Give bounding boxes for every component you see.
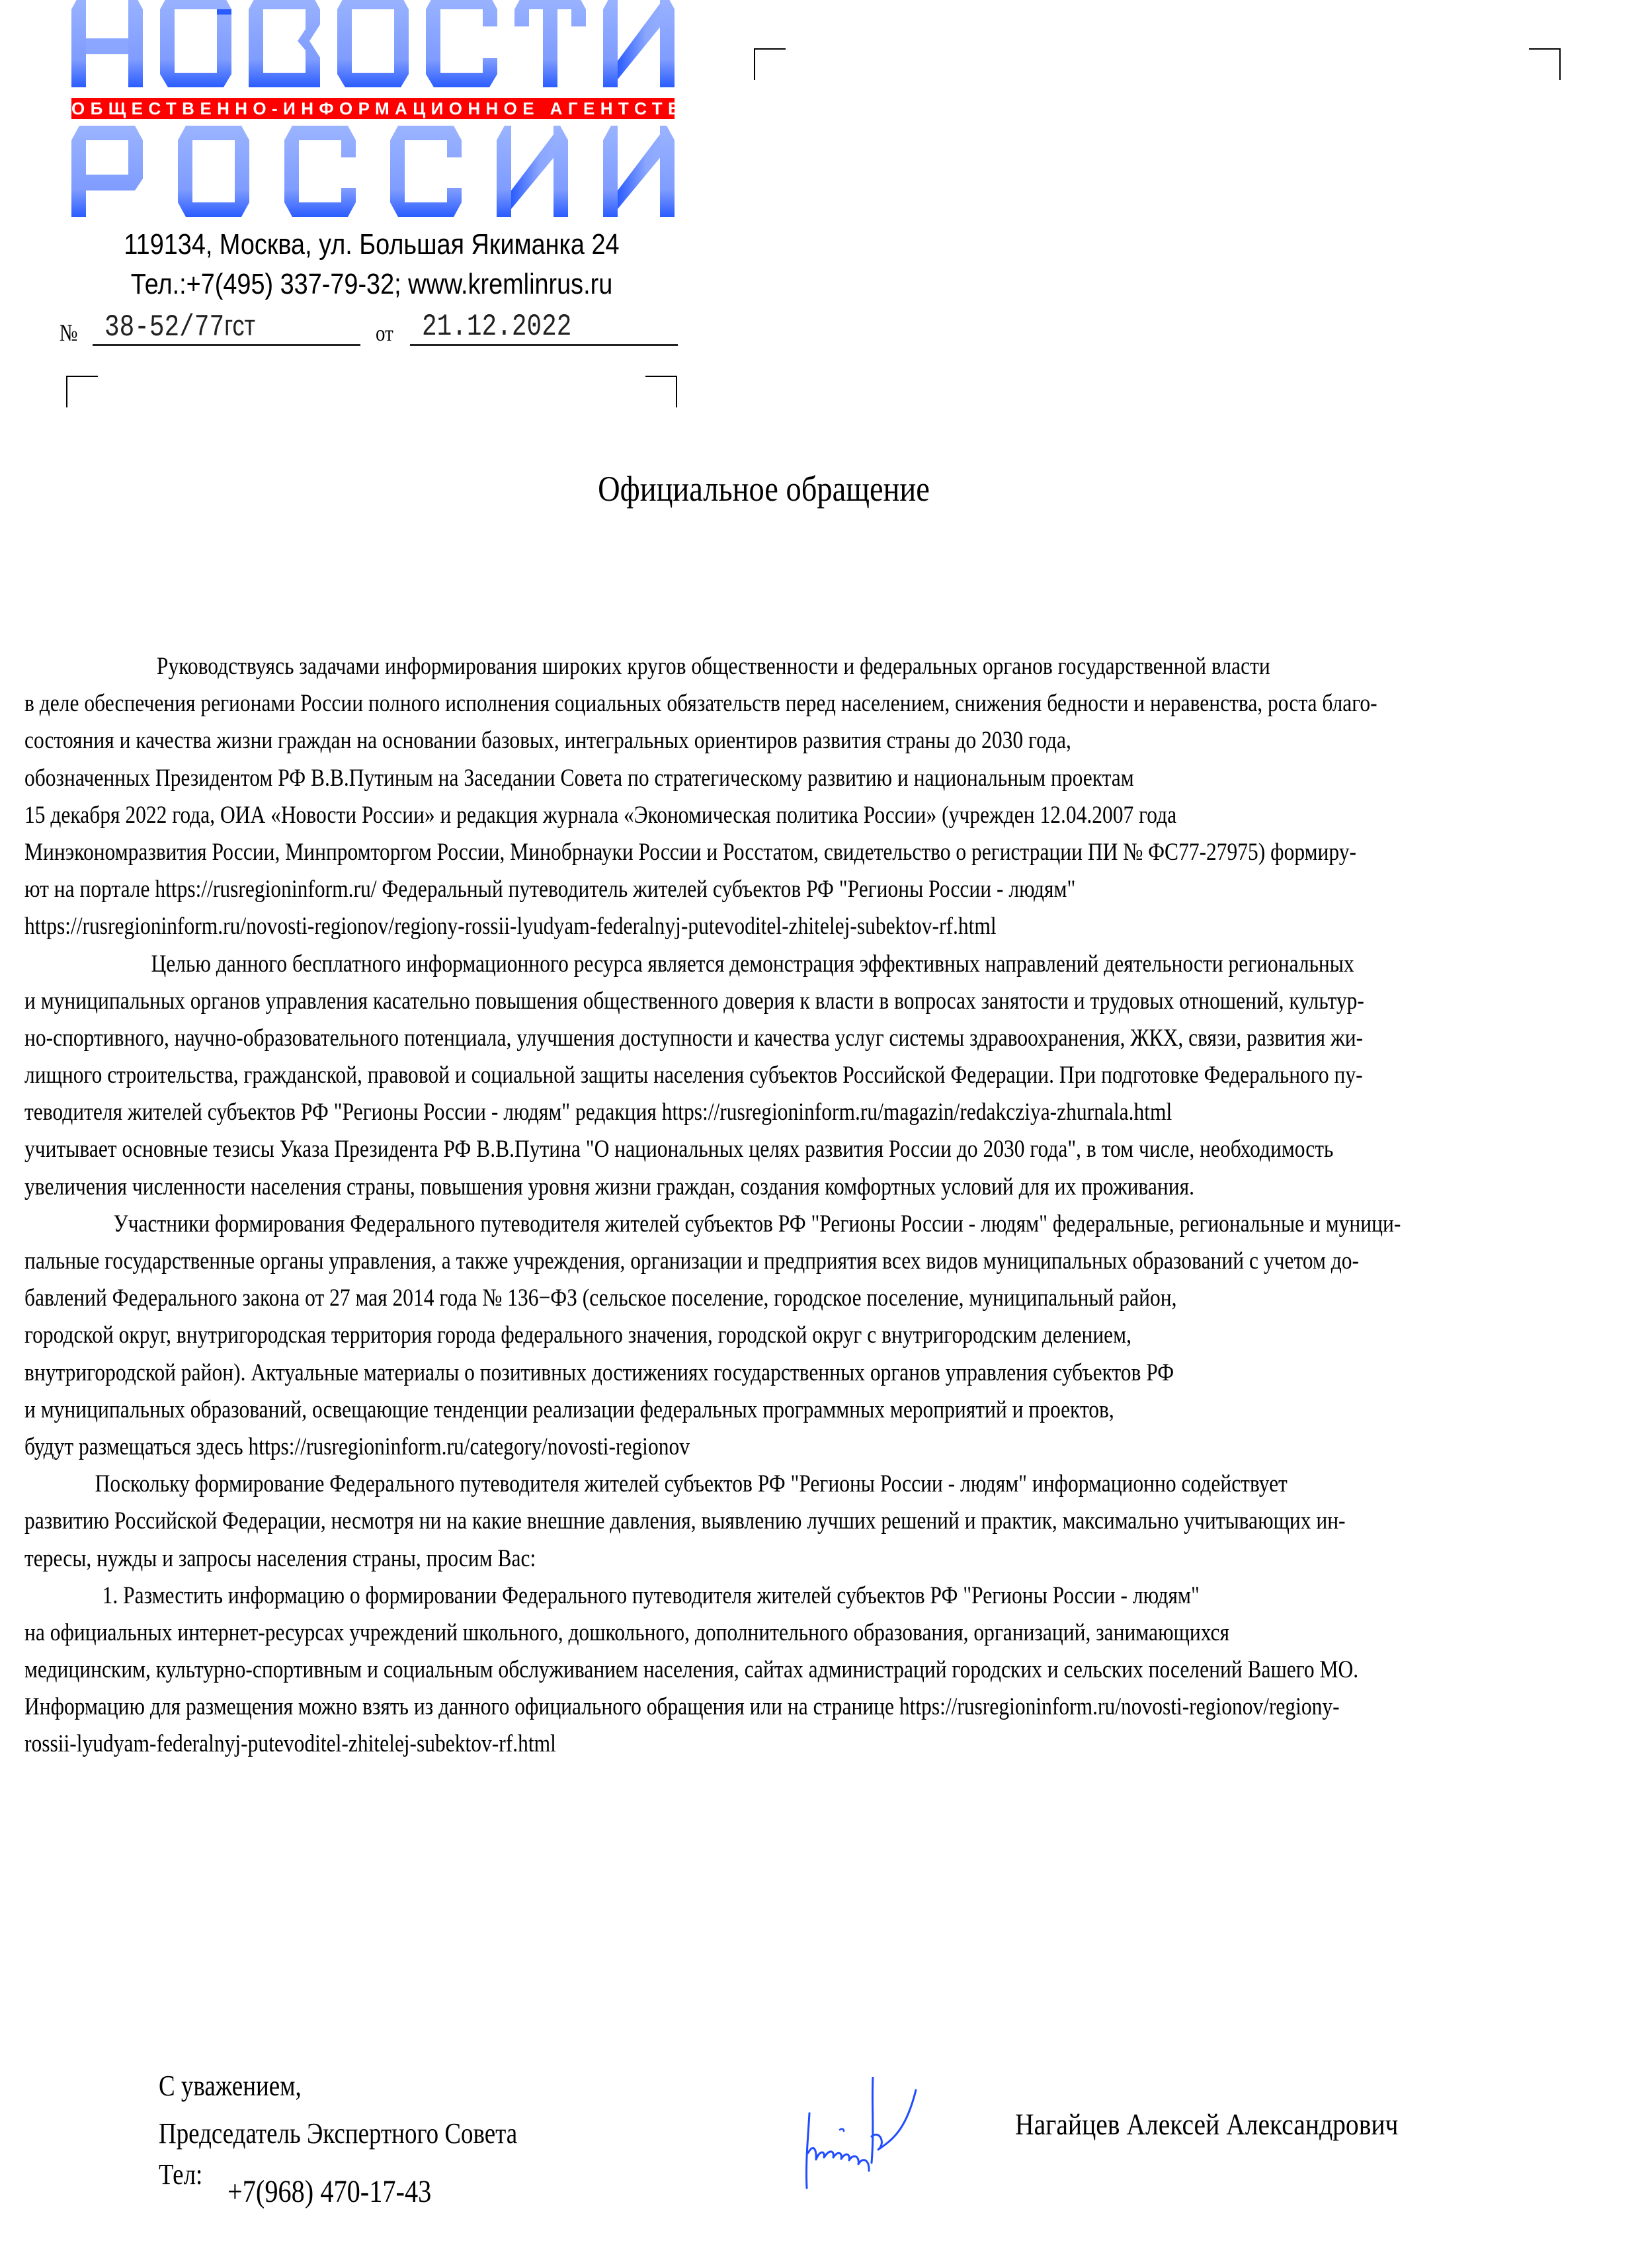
body-line: состояния и качества жизни граждан на основании базовых, интегральных ориентиров развития страны до 2030 года, xyxy=(24,727,1071,755)
body-line: 1. Разместить информацию о формировании Федерального путеводителя жителей субъектов РФ "Регионы России - людям" xyxy=(102,1581,1200,1609)
body-line: Поскольку формирование Федерального путеводителя жителей субъектов РФ "Регионы России - людям" информационно содействует xyxy=(95,1470,1288,1498)
closing-phrase: С уважением, xyxy=(159,2070,302,2102)
signer-position: Председатель Экспертного Совета xyxy=(159,2117,518,2150)
body-line: учитывает основные тезисы Указа Президента РФ В.В.Путина "О национальных целях развития России до 2030 года", в том числе, необходимость xyxy=(24,1136,1334,1163)
reg-number-digits: 38-52/77 xyxy=(104,310,225,345)
logo-letter-s xyxy=(284,126,356,217)
body-line: развитию Российской Федерации, несмотря ни на какие внешние давления, выявлению лучших решений и практик, максимально учитывающих ин- xyxy=(24,1507,1346,1535)
body-line: тересы, нужды и запросы населения страны, просим Вас: xyxy=(24,1544,536,1572)
body-line: Руководствуясь задачами информирования широких кругов общественности и федеральных органов государственной власти xyxy=(156,653,1270,680)
reg-number-label: № xyxy=(60,319,78,346)
phone-value: +7(968) 470-17-43 xyxy=(227,2174,432,2209)
reg-number-field xyxy=(93,306,360,346)
logo-letter-o xyxy=(178,126,249,217)
body-line: медицинским, культурно-спортивным и социальным обслуживанием населения, сайтах администраций городских и сельских поселений Вашего МО. xyxy=(24,1656,1359,1684)
body-line: Информацию для размещения можно взять из данного официального обращения или на странице https://rusregioninform.ru/novosti-regionov/regiony- xyxy=(24,1693,1340,1721)
body-line: Минэкономразвития России, Минпромторгом России, Минобрнауки России и Росстатом, свидетельство о регистрации ПИ № ФС77-27975) формиру- xyxy=(24,838,1356,866)
phone-label: Тел: xyxy=(159,2158,203,2191)
registration-line xyxy=(60,306,681,352)
agency-logo xyxy=(71,0,705,222)
logo-letter-r xyxy=(71,126,143,217)
body-line: 15 декабря 2022 года, ОИА «Новости России» и редакция журнала «Экономическая политика России» (учрежден 12.04.2007 года xyxy=(24,801,1177,829)
logo-letter-v xyxy=(249,0,320,87)
body-line: Участники формирования Федерального путеводителя жителей субъектов РФ "Регионы России - людям" федеральные, региональные и муници- xyxy=(113,1210,1401,1238)
signer-name: Нагайцев Алексей Александрович xyxy=(1015,2107,1399,2141)
logo-letter-i xyxy=(603,0,675,87)
logo-letter-o xyxy=(160,0,231,87)
logo-letter-s xyxy=(390,126,462,217)
body-line: будут размещаться здесь https://rusregioninform.ru/category/novosti-regionov xyxy=(24,1433,690,1460)
logo-letter-t xyxy=(514,0,586,87)
body-line: в деле обеспечения регионами России полного исполнения социальных обязательств перед населением, снижения бедности и неравенства, роста благо- xyxy=(24,690,1377,718)
agency-contacts: Тел.:+7(495) 337-79-32; www.kremlinrus.ru xyxy=(130,268,613,300)
addressee-corner-mark-top-left xyxy=(754,48,786,80)
body-line: обозначенных Президентом РФ В.В.Путиным на Заседании Совета по стратегическому развитию и национальным проектам xyxy=(24,764,1134,792)
subject-corner-mark-top-right xyxy=(645,376,677,407)
letter-body xyxy=(24,648,1638,1763)
addressee-corner-mark-top-right xyxy=(1529,48,1561,80)
logo-letter-i xyxy=(603,126,675,217)
body-line: https://rusregioninform.ru/novosti-regionov/regiony-rossii-lyudyam-federalnyj-putevoditel-zhitelej-subektov-rf.html xyxy=(24,913,997,941)
body-line: пальные государственные органы управления, а также учреждения, организации и предприятия всех видов муниципальных образований с учетом до- xyxy=(24,1247,1360,1275)
document-title: Официальное обращение xyxy=(598,469,930,509)
body-line: бавлений Федерального закона от 27 мая 2014 года № 136−ФЗ (сельское поселение, городское поселение, муниципальный район, xyxy=(24,1284,1177,1312)
reg-number-suffix: гст xyxy=(224,310,256,342)
body-line: Целью данного бесплатного информационного ресурса является демонстрация эффективных направлений деятельности региональных xyxy=(151,950,1354,978)
body-line: увеличения численности населения страны, повышения уровня жизни граждан, создания комфортных условий для их проживания. xyxy=(24,1173,1194,1200)
body-line: но-спортивного, научно-образовательного потенциала, улучшения доступности и качества услуг системы здравоохранения, ЖКХ, связи, развития жи- xyxy=(24,1024,1364,1052)
body-line: на официальных интернет-ресурсах учреждений школьного, дошкольного, дополнительного образования, организаций, занимающихся xyxy=(24,1618,1230,1646)
reg-date-label: от xyxy=(376,321,393,346)
logo-letter-s xyxy=(426,0,497,87)
body-line: внутригородской район). Актуальные материалы о позитивных достижениях государственных органов управления субъектов РФ xyxy=(24,1359,1174,1386)
body-line: и муниципальных образований, освещающие тенденции реализации федеральных программных мероприятий и проектов, xyxy=(24,1396,1114,1423)
body-line: лищного строительства, гражданской, правовой и социальной защиты населения субъектов Российской Федерации. При подготовке Федерального пу- xyxy=(24,1062,1363,1089)
logo-word-novosti xyxy=(71,0,675,87)
body-line: rossii-lyudyam-federalnyj-putevoditel-zhitelej-subektov-rf.html xyxy=(24,1730,556,1758)
signer-phone xyxy=(159,2158,585,2210)
logo-letter-i xyxy=(497,126,568,217)
signature-block xyxy=(159,2062,585,2210)
handwritten-signature-icon xyxy=(800,2077,999,2189)
agency-address: 119134, Москва, ул. Большая Якиманка 24 xyxy=(124,228,620,261)
logo-word-rossii xyxy=(71,126,675,217)
logo-tagline: ОБЩЕСТВЕННО-ИНФОРМАЦИОННОЕ АГЕНТСТВО xyxy=(71,99,705,118)
reg-date-field xyxy=(410,306,678,346)
body-line: и муниципальных органов управления касательно повышения общественного доверия к власти в вопросах занятости и трудовых отношений, культур- xyxy=(24,987,1364,1015)
body-line: ют на портале https://rusregioninform.ru/ Федеральный путеводитель жителей субъектов РФ "Регионы России - людям" xyxy=(24,876,1076,903)
reg-number-value xyxy=(104,310,255,345)
logo-letter-n xyxy=(71,0,143,87)
body-line: теводителя жителей субъектов РФ "Регионы России - людям" редакция https://rusregioninform.ru/magazin/redakcziya-zhurnala.html xyxy=(24,1099,1172,1126)
body-line: городской округ, внутригородская территория города федерального значения, городской округ с внутригородским делением, xyxy=(24,1322,1131,1349)
logo-letter-o xyxy=(337,0,409,87)
reg-date-value: 21.12.2022 xyxy=(422,310,572,344)
subject-corner-mark-top-left xyxy=(66,376,98,407)
